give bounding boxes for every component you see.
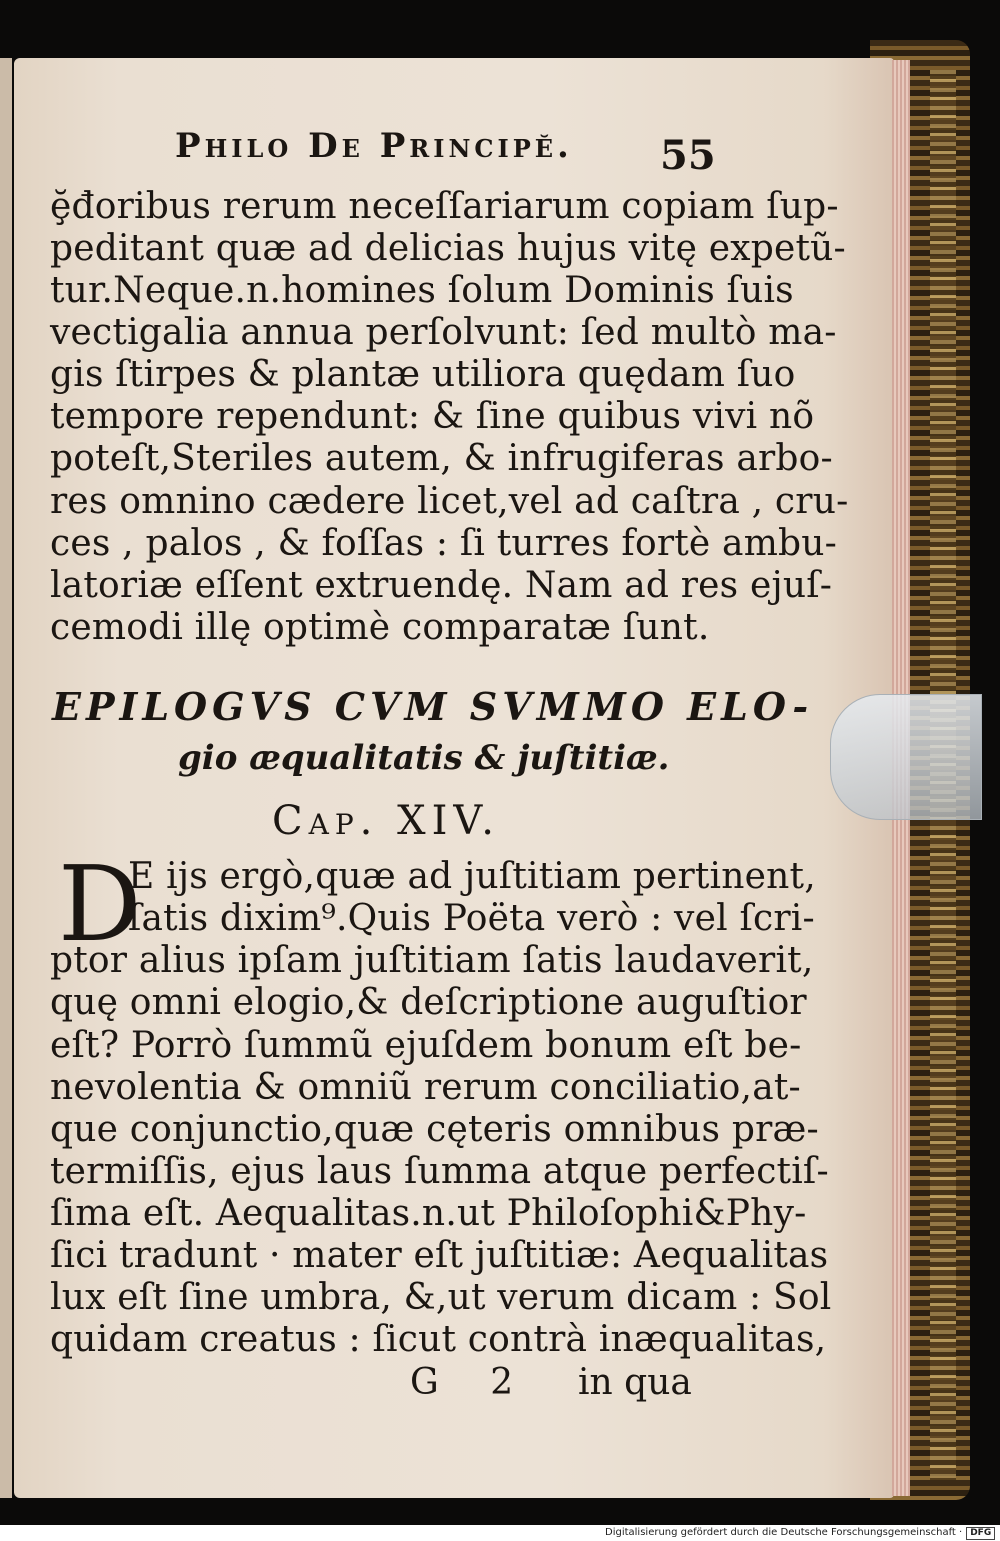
chapter-line: ptor alius ipſam juſtitiam ſatis laudaverit, [50, 940, 814, 981]
funding-credit [605, 1525, 995, 1541]
running-head: Philo De Principĕ. [175, 126, 573, 166]
chapter-line: ſatis dixim⁹.Quis Poëta verò : vel ſcri- [128, 898, 815, 939]
page-clip [830, 694, 982, 820]
body-line: gis ſtirpes & plantæ utiliora quędam ſuo [50, 354, 796, 395]
chapter-line: quę omni elogio,& deſcriptione auguſtior [50, 982, 807, 1023]
page-number: 55 [660, 132, 716, 179]
body-line: res omnino cædere licet,vel ad caſtra , cru- [50, 481, 849, 522]
body-line: tur.Neque.n.homines ſolum Dominis ſuis [50, 270, 794, 311]
chapter-line: eſt? Porrò ſummũ ejuſdem bonum eſt be- [50, 1025, 802, 1066]
epilogue-subheading: gio æqualitatis & juſtitiæ. [178, 738, 670, 778]
facing-page-edge [0, 58, 12, 1498]
body-line: peditant quæ ad delicias hujus vitę expetũ- [50, 228, 846, 269]
chapter-line: ſici tradunt · mater eſt juſtitiæ: Aequalitas [50, 1235, 829, 1276]
chapter-line: quidam creatus : ſicut contrà inæqualitas, [50, 1319, 827, 1360]
chapter-heading: Cap. XIV. [272, 798, 500, 844]
catchword: in qua [578, 1362, 692, 1403]
chapter-line: termiſſis, ejus laus ſumma atque perfectiſ- [50, 1151, 829, 1192]
body-line: tempore rependunt: & ſine quibus vivi nõ [50, 396, 815, 437]
body-line: latoriæ eſſent extruendę. Nam ad res ejuſ- [50, 565, 833, 606]
body-line: cemodi illę optimè comparatæ ſunt. [50, 607, 710, 648]
chapter-line: E ijs ergò,quæ ad juſtitiam pertinent, [128, 856, 816, 897]
epilogue-heading: EPILOGVS CVM SVMMO ELO- [52, 684, 814, 729]
credit-text: Digitalisierung gefördert durch die Deutsche Forschungsgemeinschaft · [605, 1527, 963, 1538]
chapter-line: ſima eſt. Aequalitas.n.ut Philoſophi&Phy- [50, 1193, 807, 1234]
body-line: ḝđoribus rerum neceſſariarum copiam ſup- [50, 186, 839, 227]
chapter-line: que conjunctio,quæ cęteris omnibus præ- [50, 1109, 819, 1150]
dfg-logo: DFG [966, 1527, 995, 1540]
body-line: vectigalia annua perſolvunt: ſed multò ma- [50, 312, 837, 353]
chapter-line: nevolentia & omniũ rerum conciliatio,at- [50, 1067, 801, 1108]
drop-capital: D [58, 843, 142, 965]
body-line: ces , palos , & foſſas : ſi turres fortè ambu- [50, 523, 838, 564]
signature-mark: G 2 [410, 1362, 534, 1403]
body-line: poteſt,Steriles autem, & infrugiferas arbo- [50, 438, 833, 479]
chapter-line: lux eſt ſine umbra, &,ut verum dicam : Sol [50, 1277, 832, 1318]
